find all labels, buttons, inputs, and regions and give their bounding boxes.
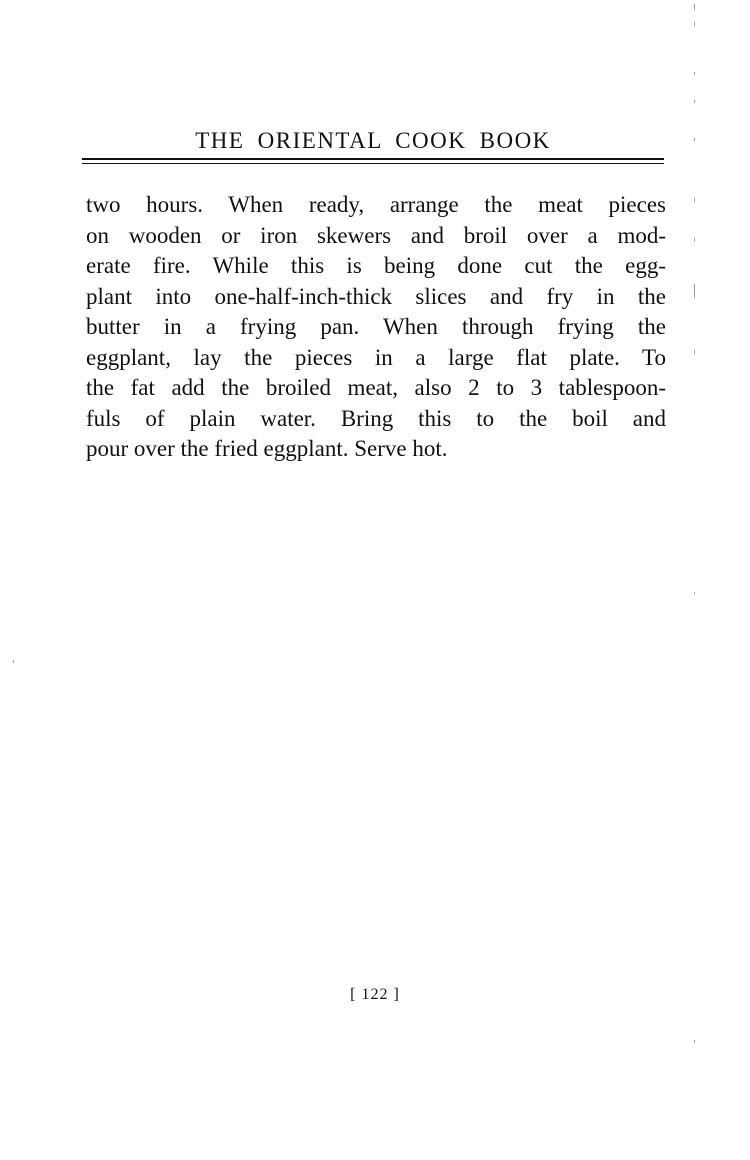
body-line: erate fire. While this is being done cut the egg-	[86, 253, 666, 278]
body-line: the fat add the broiled meat, also 2 to 3 tablespoon-	[86, 375, 666, 400]
scan-speck	[694, 238, 695, 241]
body-line: eggplant, lay the pieces in a large flat plate. To	[86, 344, 666, 370]
body-line: pour over the fried eggplant. Serve hot.	[86, 436, 448, 461]
scan-speck	[694, 592, 695, 594]
scan-speck	[694, 100, 695, 103]
scan-speck	[694, 138, 695, 141]
page-number: [ 122 ]	[350, 986, 400, 1003]
scan-speck	[694, 350, 695, 354]
body-line: two hours. When ready, arrange the meat pieces	[86, 192, 666, 217]
scan-speck	[694, 284, 695, 298]
body-line: butter in a frying pan. When through frying the	[86, 314, 666, 339]
scan-speck	[13, 660, 14, 663]
body-line: plant into one-half-inch-thick slices and fry in the	[86, 283, 666, 309]
scan-speck	[694, 72, 695, 75]
body-paragraph	[86, 190, 666, 465]
scan-speck	[694, 22, 695, 26]
scan-speck	[694, 198, 695, 202]
body-line: fuls of plain water. Bring this to the boil and	[86, 405, 666, 431]
header-rule-thin	[82, 163, 664, 164]
scan-speck	[694, 1040, 695, 1043]
scan-speck	[694, 4, 695, 10]
running-head: THE ORIENTAL COOK BOOK	[195, 128, 551, 153]
body-line: on wooden or iron skewers and broil over a mod-	[86, 222, 666, 248]
header-rule-thick	[82, 158, 664, 160]
